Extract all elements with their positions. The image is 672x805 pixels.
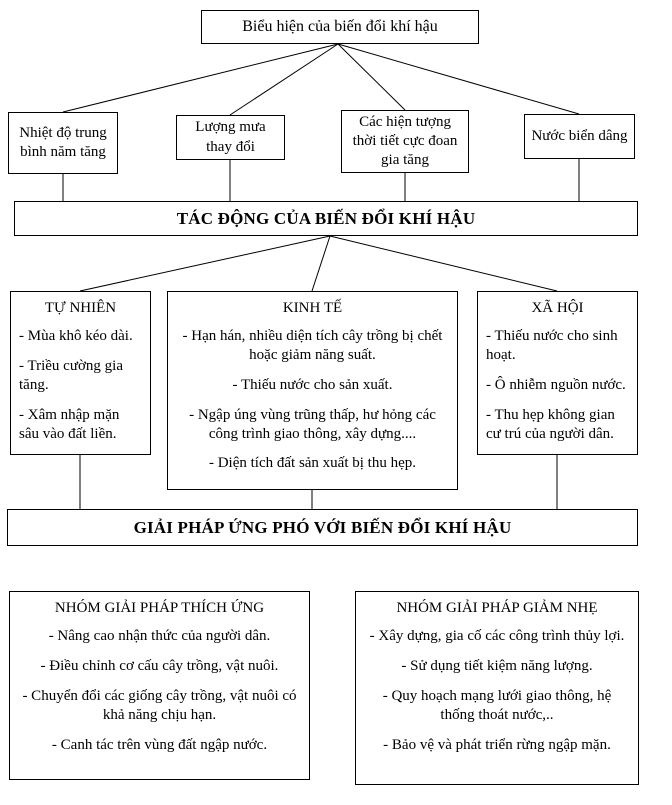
manifestation-label: Lượng mưa thay đổi — [195, 119, 266, 155]
manifestation-label: Nhiệt độ trung bình năm tăng — [19, 124, 107, 160]
root-title: Biểu hiện của biến đổi khí hậu — [242, 18, 438, 35]
list-item: - Quy hoạch mạng lưới giao thông, hệ thống thoát nước,.. — [382, 687, 612, 723]
list-item: - Chuyển đổi các giống cây trồng, vật nuôi có khả năng chịu hạn. — [22, 687, 297, 723]
list-item: - Ngập úng vùng trũng thấp, hư hỏng các công trình giao thông, xây dựng.... — [189, 406, 436, 442]
impacts-header-box — [14, 201, 638, 236]
list-item: - Hạn hán, nhiều diện tích cây trồng bị chết hoặc giảm năng suất. — [182, 328, 443, 363]
impact-economic-items — [168, 317, 457, 479]
solutions-mitigation-title: NHÓM GIẢI PHÁP GIẢM NHẸ — [396, 600, 598, 616]
impact-social-box — [477, 291, 638, 455]
solutions-header-box — [7, 509, 638, 546]
impact-natural-items — [11, 317, 150, 449]
list-item: - Diện tích đất sản xuất bị thu hẹp. — [208, 455, 417, 472]
impact-economic-title: KINH TẾ — [282, 300, 343, 316]
manifestation-box-extreme-weather — [341, 110, 469, 173]
list-item: - Thiếu nước cho sản xuất. — [232, 376, 393, 393]
list-item: - Sử dụng tiết kiệm năng lượng. — [401, 657, 593, 674]
solutions-mitigation-box — [355, 591, 639, 785]
list-item: - Nâng cao nhận thức của người dân. — [48, 628, 271, 644]
list-item: - Thu hẹp không gian cư trú của người dân. — [486, 406, 615, 442]
list-item: - Triều cường gia tăng. — [19, 357, 123, 393]
impact-economic-box — [167, 291, 458, 490]
solutions-header-title: GIẢI PHÁP ỨNG PHÓ VỚI BIẾN ĐỔI KHÍ HẬU — [133, 517, 512, 537]
list-item: - Điều chỉnh cơ cấu cây trồng, vật nuôi. — [40, 657, 279, 674]
impact-natural-box — [10, 291, 151, 455]
list-item: - Ô nhiễm nguồn nước. — [486, 376, 626, 393]
list-item: - Xây dựng, gia cố các công trình thủy lợi. — [369, 628, 625, 644]
solutions-adaptation-items — [10, 617, 309, 760]
manifestation-label: Nước biển dâng — [531, 127, 628, 144]
impact-social-title: XÃ HỘI — [531, 300, 584, 316]
solutions-adaptation-title: NHÓM GIẢI PHÁP THÍCH ỨNG — [54, 600, 265, 616]
list-item: - Xâm nhập mặn sâu vào đất liền. — [19, 406, 120, 442]
solutions-adaptation-box — [9, 591, 310, 780]
manifestation-box-sea-level — [524, 114, 635, 159]
impacts-header-title: TÁC ĐỘNG CỦA BIẾN ĐỔI KHÍ HẬU — [176, 208, 476, 228]
manifestation-box-temperature — [8, 112, 118, 174]
manifestation-label: Các hiện tượng thời tiết cực đoan gia tăng — [352, 113, 458, 169]
impact-social-items — [478, 317, 637, 449]
solutions-mitigation-items — [356, 617, 638, 760]
manifestation-box-rainfall — [176, 115, 285, 160]
list-item: - Bảo vệ và phát triển rừng ngập mặn. — [383, 736, 611, 753]
list-item: - Mùa khô kéo dài. — [19, 328, 133, 344]
impact-natural-title: TỰ NHIÊN — [44, 300, 117, 316]
list-item: - Thiếu nước cho sinh hoạt. — [486, 328, 618, 363]
root-box — [201, 10, 479, 44]
list-item: - Canh tác trên vùng đất ngập nước. — [51, 736, 268, 753]
